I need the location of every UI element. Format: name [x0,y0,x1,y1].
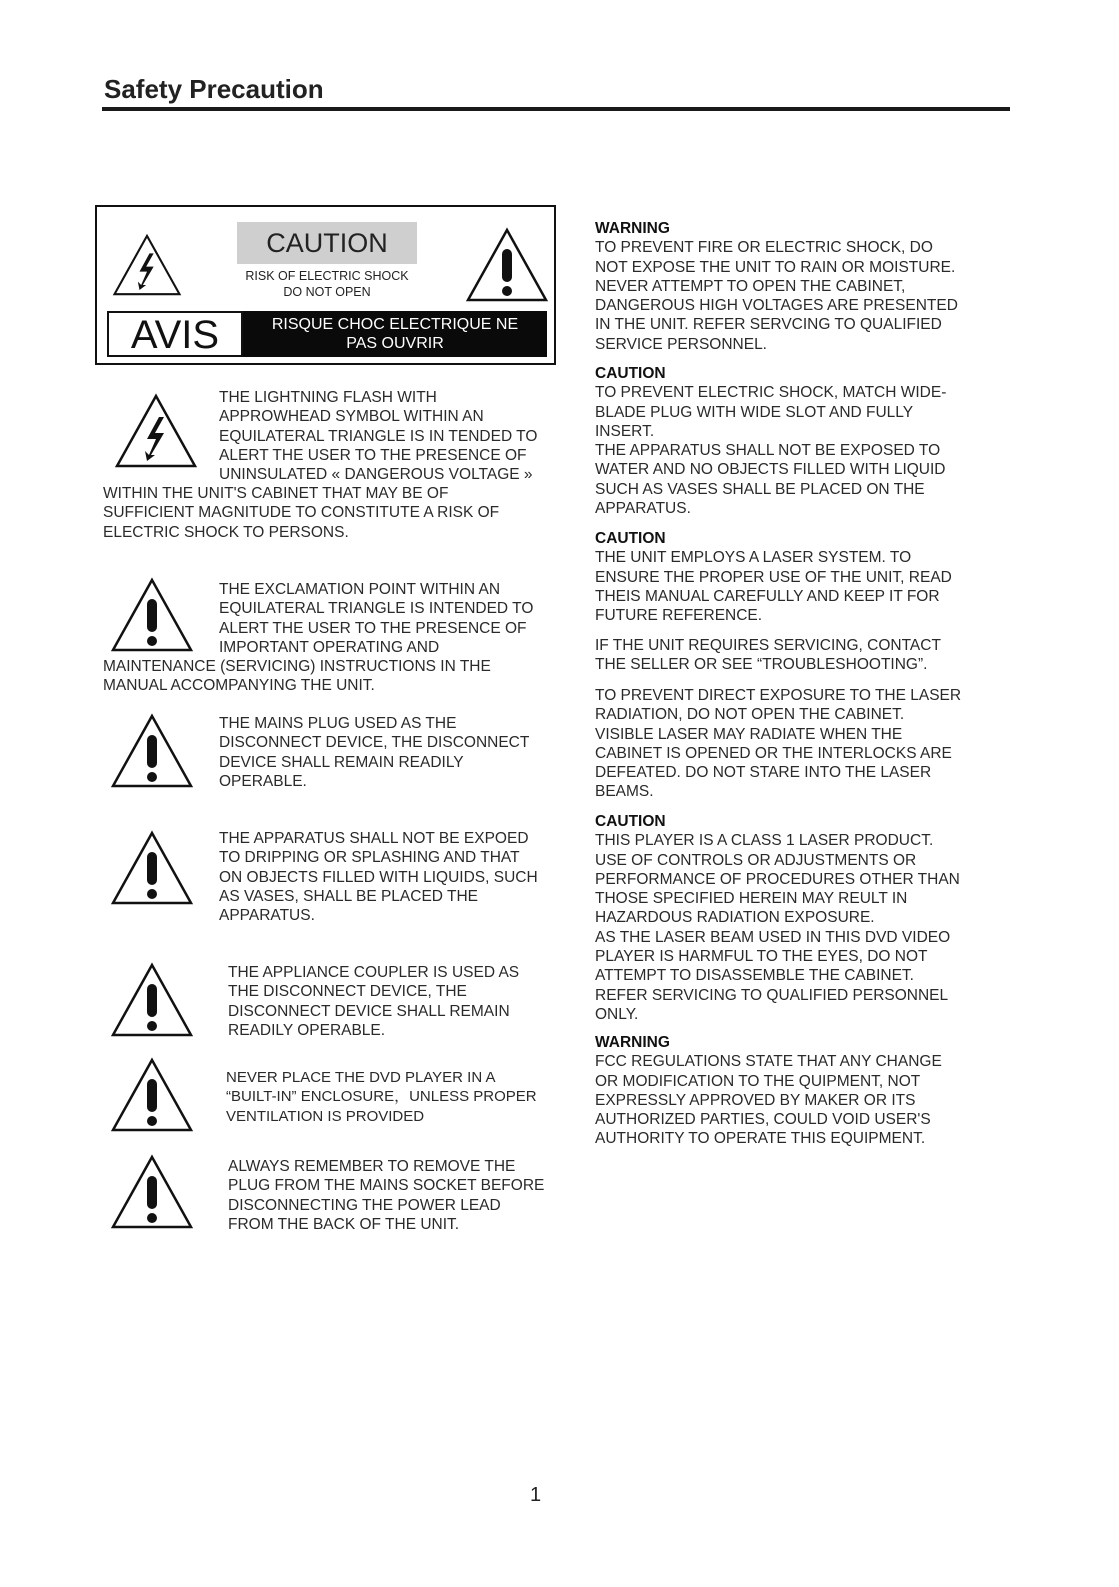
text-line: DEVICE SHALL REMAIN READILY [219,753,464,771]
block-heading: CAUTION [595,813,666,830]
text-line: IMPORTANT OPERATING AND [219,638,440,656]
text-line: ON OBJECTS FILLED WITH LIQUIDS, SUCH [219,868,538,886]
text-line: PLAYER IS HARMFUL TO THE EYES, DO NOT [595,948,928,966]
risque-label [243,311,547,357]
exclamation-triangle-icon [110,1154,194,1230]
symbol-description-continued [103,484,499,542]
appliance-coupler-notice [228,963,519,1040]
text-line: ELECTRIC SHOCK TO PERSONS. [103,523,349,541]
text-line: HAZARDOUS RADIATION EXPOSURE. [595,909,875,927]
exclamation-triangle-icon [110,577,194,653]
warning-block [595,1033,1005,1149]
text-line: APPROWHEAD SYMBOL WITHIN AN [219,408,484,426]
text-line: BEAMS. [595,783,654,801]
exclamation-triangle-icon [110,830,194,906]
text-line: THE LIGHTNING FLASH WITH [219,389,437,406]
text-line: APPARATUS. [219,907,315,925]
text-line: THE MAINS PLUG USED AS THE [219,715,457,732]
symbol-description-continued [103,657,491,696]
text-line: FROM THE BACK OF THE UNIT. [228,1215,460,1233]
text-line: MANUAL ACCOMPANYING THE UNIT. [103,677,375,695]
text-line: THOSE SPECIFIED HEREIN MAY REULT IN [595,890,908,908]
text-line: EQUILATERAL TRIANGLE IS IN TENDED TO [219,427,538,445]
text-line: OR MODIFICATION TO THE QUIPMENT, NOT [595,1072,921,1090]
text-line: THE APPARATUS SHALL NOT BE EXPOSED TO [595,442,941,460]
text-line: AS VASES, SHALL BE PLACED THE [219,887,479,905]
text-line: ONLY. [595,1005,639,1023]
text-line: NEVER PLACE THE DVD PLAYER IN A [226,1069,496,1086]
lightning-triangle-icon [112,227,182,303]
text-line: VISIBLE LASER MAY RADIATE WHEN THE [595,725,903,743]
text-line: THEIS MANUAL CAREFULLY AND KEEP IT FOR [595,587,940,605]
caution-block [595,812,1005,1024]
text-line: SERVICE PERSONNEL. [595,335,767,353]
text-line: NOT EXPOSE THE UNIT TO RAIN OR MOISTURE. [595,258,956,276]
title-divider [102,107,1010,111]
text-line: AS THE LASER BEAM USED IN THIS DVD VIDEO [595,928,951,946]
text-line: MAINTENANCE (SERVICING) INSTRUCTIONS IN THE [103,658,491,675]
text-line: BLADE PLUG WITH WIDE SLOT AND FULLY [595,403,914,421]
risk-text-line2: DO NOT OPEN [283,285,371,299]
text-line: ALERT THE USER TO THE PRESENCE OF [219,446,527,464]
block-heading: CAUTION [595,530,666,547]
text-line: TO PREVENT DIRECT EXPOSURE TO THE LASER [595,687,962,704]
symbol-description [219,388,537,484]
caution-label: CAUTION [237,222,417,264]
text-line: THE UNIT EMPLOYS A LASER SYSTEM. TO [595,549,912,567]
exclamation-triangle-icon [465,227,549,303]
text-line: EQUILATERAL TRIANGLE IS INTENDED TO [219,600,534,618]
text-line: TO DRIPPING OR SPLASHING AND THAT [219,849,520,867]
exclamation-triangle-icon [110,962,194,1038]
text-line: THE SELLER OR SEE “TROUBLESHOOTING”. [595,656,928,674]
text-line: FCC REGULATIONS STATE THAT ANY CHANGE [595,1053,942,1071]
text-line: ALWAYS REMEMBER TO REMOVE THE [228,1158,516,1175]
text-line: DISCONNECT DEVICE, THE DISCONNECT [219,734,530,752]
text-line: SUCH AS VASES SHALL BE PLACED ON THE [595,480,925,498]
text-line: TO PREVENT ELECTRIC SHOCK, MATCH WIDE- [595,384,947,402]
text-line: THE DISCONNECT DEVICE, THE [228,983,467,1001]
text-line: DANGEROUS HIGH VOLTAGES ARE PRESENTED [595,297,958,315]
text-line: DISCONNECT DEVICE SHALL REMAIN [228,1002,510,1020]
text-line: IN THE UNIT. REFER SERVCING TO QUALIFIED [595,316,942,334]
text-line: AUTHORIZED PARTIES, COULD VOID USER'S [595,1111,931,1129]
text-line: ALERT THE USER TO THE PRESENCE OF [219,619,527,637]
laser-exposure-block [595,686,1005,802]
text-line: INSERT. [595,422,655,440]
text-line: NEVER ATTEMPT TO OPEN THE CABINET, [595,277,906,295]
text-line: AUTHORITY TO OPERATE THIS EQUIPMENT. [595,1130,926,1148]
page-number: 1 [530,1484,542,1506]
block-heading: CAUTION [595,365,666,382]
exclamation-triangle-icon [110,713,194,789]
risque-line2: PAS OUVRIR [346,335,444,352]
unplug-notice [228,1157,544,1234]
caution-block [595,364,1005,518]
text-line: UNINSULATED « DANGEROUS VOLTAGE » [219,466,533,484]
text-line: DEFEATED. DO NOT STARE INTO THE LASER [595,764,932,782]
text-line: ATTEMPT TO DISASSEMBLE THE CABINET. [595,967,914,985]
text-line: PLUG FROM THE MAINS SOCKET BEFORE [228,1177,545,1195]
text-line: READILY OPERABLE. [228,1021,386,1039]
text-line: REFER SERVICING TO QUALIFIED PERSONNEL [595,986,949,1004]
text-line: ENSURE THE PROPER USE OF THE UNIT, READ [595,568,952,586]
text-line: EXPRESSLY APPROVED BY MAKER OR ITS [595,1091,916,1109]
text-line: OPERABLE. [219,772,307,790]
text-line: THIS PLAYER IS A CLASS 1 LASER PRODUCT. [595,832,934,850]
text-line: CABINET IS OPENED OR THE INTERLOCKS ARE [595,744,952,762]
text-line: PERFORMANCE OF PROCEDURES OTHER THAN [595,870,960,888]
text-line: WITHIN THE UNIT'S CABINET THAT MAY BE OF [103,485,449,502]
exclamation-triangle-icon [110,1057,194,1133]
text-line: THE APPARATUS SHALL NOT BE EXPOED [219,830,529,847]
text-line: DISCONNECTING THE POWER LEAD [228,1196,501,1214]
symbol-description [219,580,533,657]
ventilation-notice [226,1068,537,1126]
text-line: THE APPLIANCE COUPLER IS USED AS [228,964,520,981]
text-line: FUTURE REFERENCE. [595,607,763,625]
mains-plug-notice [219,714,529,791]
block-heading: WARNING [595,1034,670,1051]
text-line: APPARATUS. [595,500,691,518]
text-line: THE EXCLAMATION POINT WITHIN AN [219,581,501,598]
text-line: VENTILATION IS PROVIDED [226,1107,425,1125]
block-heading: WARNING [595,220,670,237]
avis-label: AVIS [107,311,243,357]
caution-label-box [95,205,556,365]
page-title: Safety Precaution [104,74,324,104]
text-line: RADIATION, DO NOT OPEN THE CABINET. [595,706,905,724]
text-line: USE OF CONTROLS OR ADJUSTMENTS OR [595,851,917,869]
text-line: TO PREVENT FIRE OR ELECTRIC SHOCK, DO [595,239,933,257]
text-line: SUFFICIENT MAGNITUDE TO CONSTITUTE A RISK OF [103,504,500,522]
lightning-triangle-icon [114,393,198,469]
servicing-block [595,636,1005,675]
risk-text-line1: RISK OF ELECTRIC SHOCK [245,269,409,283]
liquid-exposure-notice [219,829,538,925]
caution-block [595,529,1005,625]
text-line: “BUILT-IN” ENCLOSURE，UNLESS PROPER [226,1088,537,1106]
warning-block [595,219,1005,354]
text-line: WATER AND NO OBJECTS FILLED WITH LIQUID [595,461,946,479]
text-line: IF THE UNIT REQUIRES SERVICING, CONTACT [595,637,941,654]
risque-line1: RISQUE CHOC ELECTRIQUE NE [271,316,519,333]
